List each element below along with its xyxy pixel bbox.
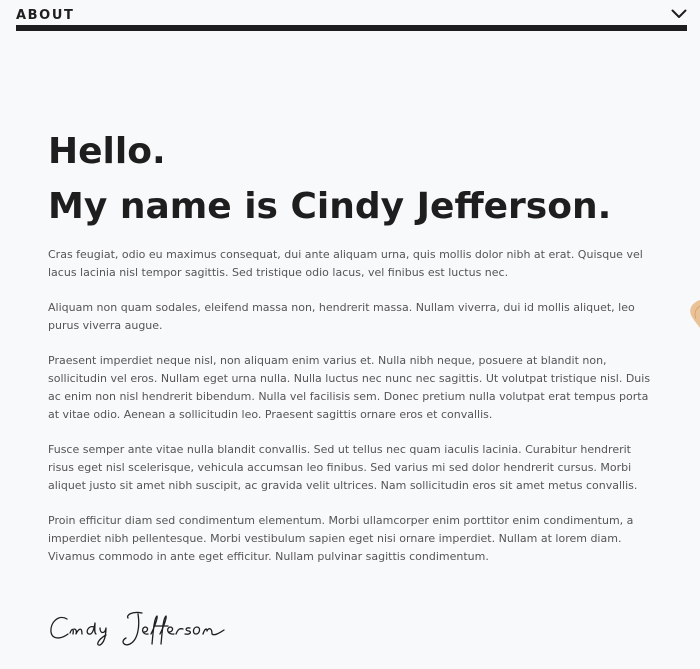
- bio-paragraph: Aliquam non quam sodales, eleifend massa non, hendrerit massa. Nullam viverra, dui id mollis aliquet, leo purus viverra augue.: [48, 301, 635, 332]
- bio-paragraph: Proin efficitur diam sed condimentum elementum. Morbi ullamcorper enim porttitor enim condimentum, a imperdiet nibh pellentesque. Morbi vestibulum sapien eget nisi ornare imperdiet. Nullam at lorem diam. Vivamus commodo in ante eget efficitur. Nullam pulvinar sagittis condimentum.: [48, 514, 634, 563]
- bio-paragraph: Cras feugiat, odio eu maximus consequat, dui ante aliquam urna, quis mollis dolor nibh at erat. Quisque vel lacus lacinia nisl tempor sagittis. Sed tristique odio lacus, vel finibus est luctus nec.: [48, 248, 643, 279]
- header-divider: [16, 25, 687, 31]
- bio-paragraph: Fusce semper ante vitae nulla blandit convallis. Sed ut tellus nec quam iaculis lacinia. Curabitur hendrerit risus eget nisl scelerisque, vehicula accumsan leo finibus. Sed varius mi sed dolor hendrerit cursus. Morbi aliquet justo sit amet nibh suscipit, ac gravida velit ultrices. Nam sollicitudin eros sit amet metus convallis.: [48, 443, 638, 492]
- heading-name-line: My name is Cindy Jefferson.: [48, 186, 612, 227]
- page-heading: [48, 124, 611, 234]
- floral-decoration: [686, 294, 700, 334]
- section-title: ABOUT: [16, 8, 75, 23]
- bio-paragraph: Praesent imperdiet neque nisl, non aliquam enim varius et. Nulla nibh neque, posuere at blandit non, sollicitudin vel eros. Nullam eget urna nulla. Nulla luctus nec nunc nec sagittis. Ut volutpat tristique nisl. Duis ac enim non nisl hendrerit bibendum. Nulla vel facilisis sem. Donec pretium nulla volutpat erat tempus porta at vitae odio. Aenean a sollicitudin leo. Praesent sagittis ornare eros et convallis.: [48, 354, 651, 421]
- chevron-down-icon[interactable]: [671, 9, 687, 19]
- heading-greeting: Hello.: [48, 131, 166, 172]
- bio-text: [48, 246, 658, 583]
- section-header[interactable]: [16, 0, 687, 32]
- signature: [48, 606, 230, 650]
